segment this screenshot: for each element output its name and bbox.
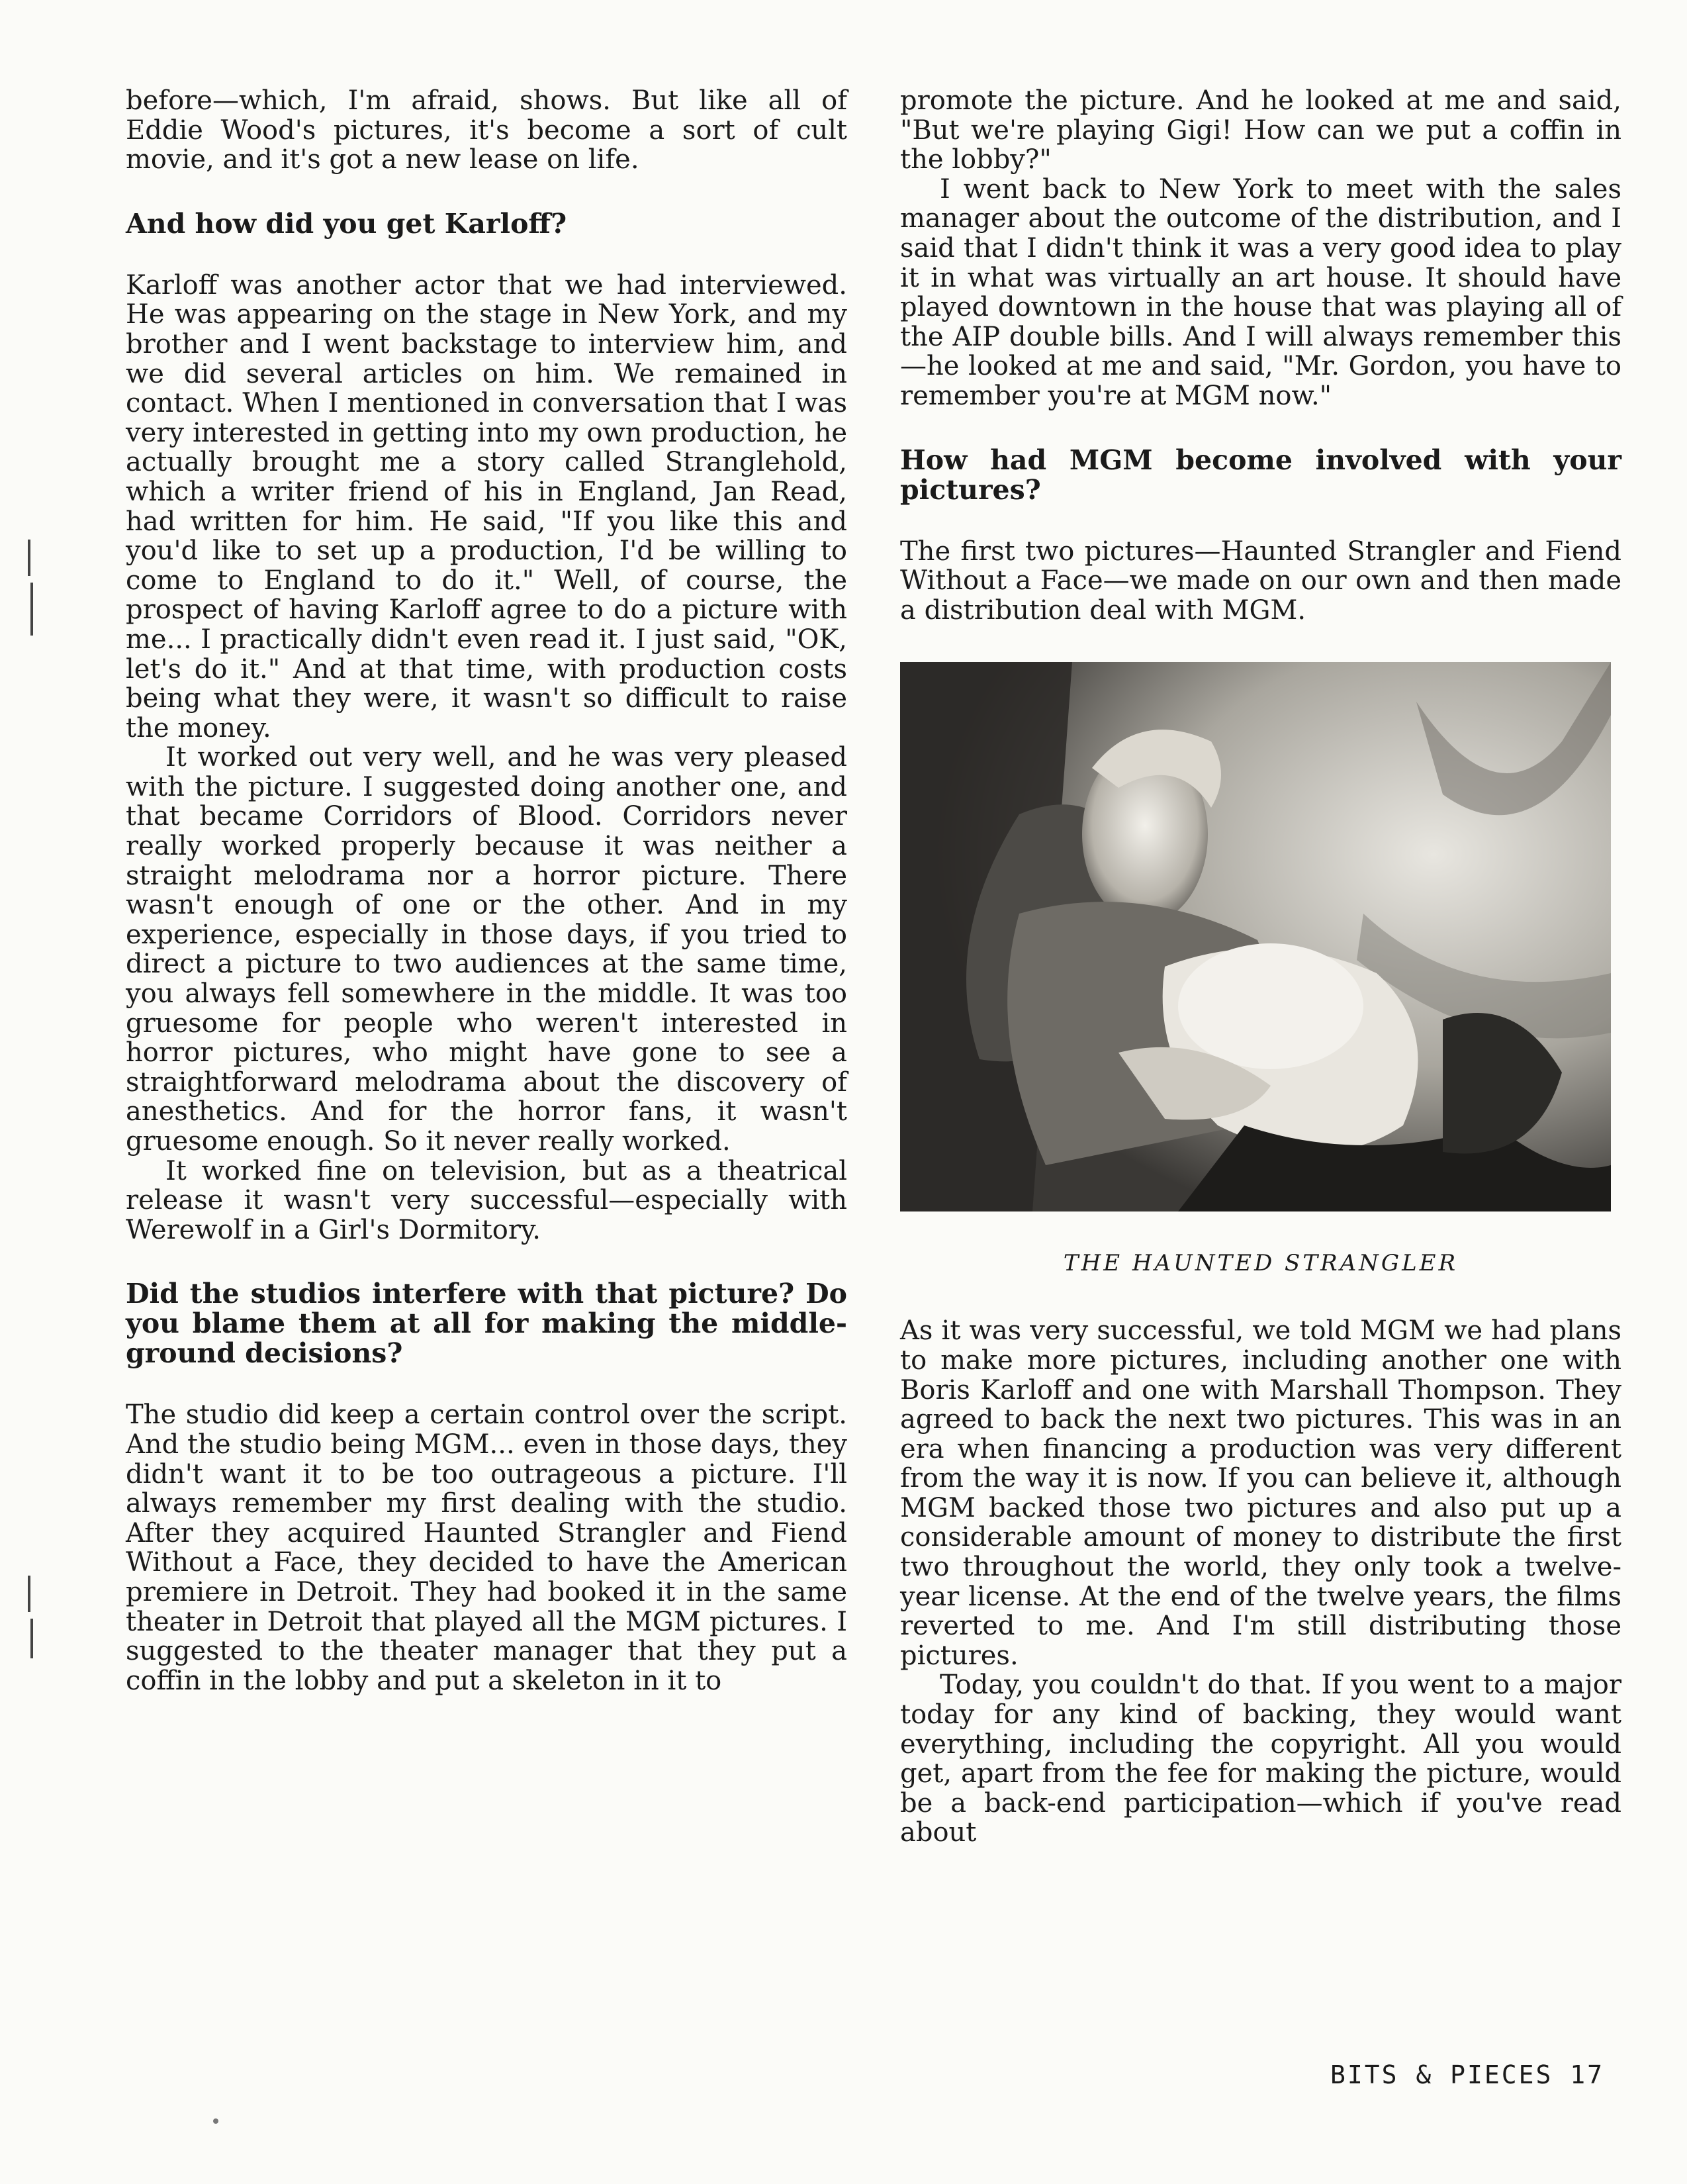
film-still-photo [900,662,1611,1211]
page-footer: BITS & PIECES 17 [1330,2060,1605,2089]
paragraph: The studio did keep a certain control over the script. And the studio being MGM... even in those days, they didn't want it to be too outrageous a picture. I'll always remember my first dealing with the studio. After they acquired Haunted Strangler and Fiend Without a Face, they decided to have the American premiere in Detroit. They had booked it in the same theater in Detroit that played all the MGM pictures. I suggested to the theater manager that they put a coffin in the lobby and put a skeleton in it to [126,1400,847,1696]
left-column [126,86,847,1695]
paragraph: I went back to New York to meet with the sales manager about the outcome of the distribution, and I said that I didn't think it was a very good idea to play it in what was virtually an art house. It should have played downtown in the house that was playing all of the AIP double bills. And I will always remember this—he looked at me and said, "Mr. Gordon, you have to remember you're at MGM now." [900,173,1621,411]
paragraph: As it was very successful, we told MGM we had plans to make more pictures, including another one with Boris Karloff and one with Marshall Thompson. They agreed to back the next two pictures. This was in an era when financing a production was very different from the way it is now. If you can believe it, although MGM backed those two pictures and also put up a considerable amount of money to distribute the first two throughout the world, they only took a twelve-year license. At the end of the twelve years, the films reverted to me. And I'm still distributing those pictures. [900,1315,1621,1671]
photo-caption: THE HAUNTED STRANGLER [1063,1250,1459,1277]
paragraph: Today, you couldn't do that. If you went to a major today for any kind of backing, they would want everything, including the copyright. All you would get, apart from the fee for making the picture, would be a back-end participation—which if you've read about [900,1670,1621,1848]
interview-question: Did the studios interfere with that picture? Do you blame them at all for making the middle-ground decisions? [126,1278,847,1370]
interview-question: How had MGM become involved with your pictures? [900,444,1621,506]
paragraph: Karloff was another actor that we had interviewed. He was appearing on the stage in New York, and my brother and I went backstage to interview him, and we did several articles on him. We remained in contact. When I mentioned in conversation that I was very interested in getting into my own production, he actually brought me a story called Stranglehold, which a writer friend of his in England, Jan Read, had written for him. He said, "If you like this and you'd like to set up a production, I'd be willing to come to England to do it." Well, of course, the prospect of having Karloff agree to do a picture with me... I practically didn't even read it. I just said, "OK, let's do it." And at that time, with production costs being what they were, it wasn't so difficult to raise the money. [126,269,847,743]
paper-speck [213,2118,218,2124]
right-column [900,86,1621,1848]
paragraph: before—which, I'm afraid, shows. But like all of Eddie Wood's pictures, it's become a sort of cult movie, and it's got a new lease on life. [126,85,847,175]
margin-mark [28,540,30,576]
margin-mark [30,1619,33,1658]
margin-mark [28,1576,30,1612]
paragraph: promote the picture. And he looked at me and said, "But we're playing Gigi! How can we put a coffin in the lobby?" [900,85,1621,175]
margin-mark [30,583,33,636]
paragraph: The first two pictures—Haunted Strangler and Fiend Without a Face—we made on our own and then made a distribution deal with MGM. [900,536,1621,626]
paragraph: It worked out very well, and he was very pleased with the picture. I suggested doing another one, and that became Corridors of Blood. Corridors never really worked properly because it was neither a straight melodrama nor a horror picture. There wasn't enough of one or the other. And in my experience, especially in those days, if you tried to direct a picture to two audiences at the same time, you always fell somewhere in the middle. It was too gruesome for people who weren't interested in horror pictures, who might have gone to see a straightforward melodrama about the discovery of anesthetics. And for the horror fans, it wasn't gruesome enough. So it never really worked. [126,742,847,1157]
interview-question: And how did you get Karloff? [126,207,567,240]
film-still-illustration [900,662,1611,1211]
paragraph: It worked fine on television, but as a theatrical release it wasn't very successful—especially with Werewolf in a Girl's Dormitory. [126,1155,847,1245]
